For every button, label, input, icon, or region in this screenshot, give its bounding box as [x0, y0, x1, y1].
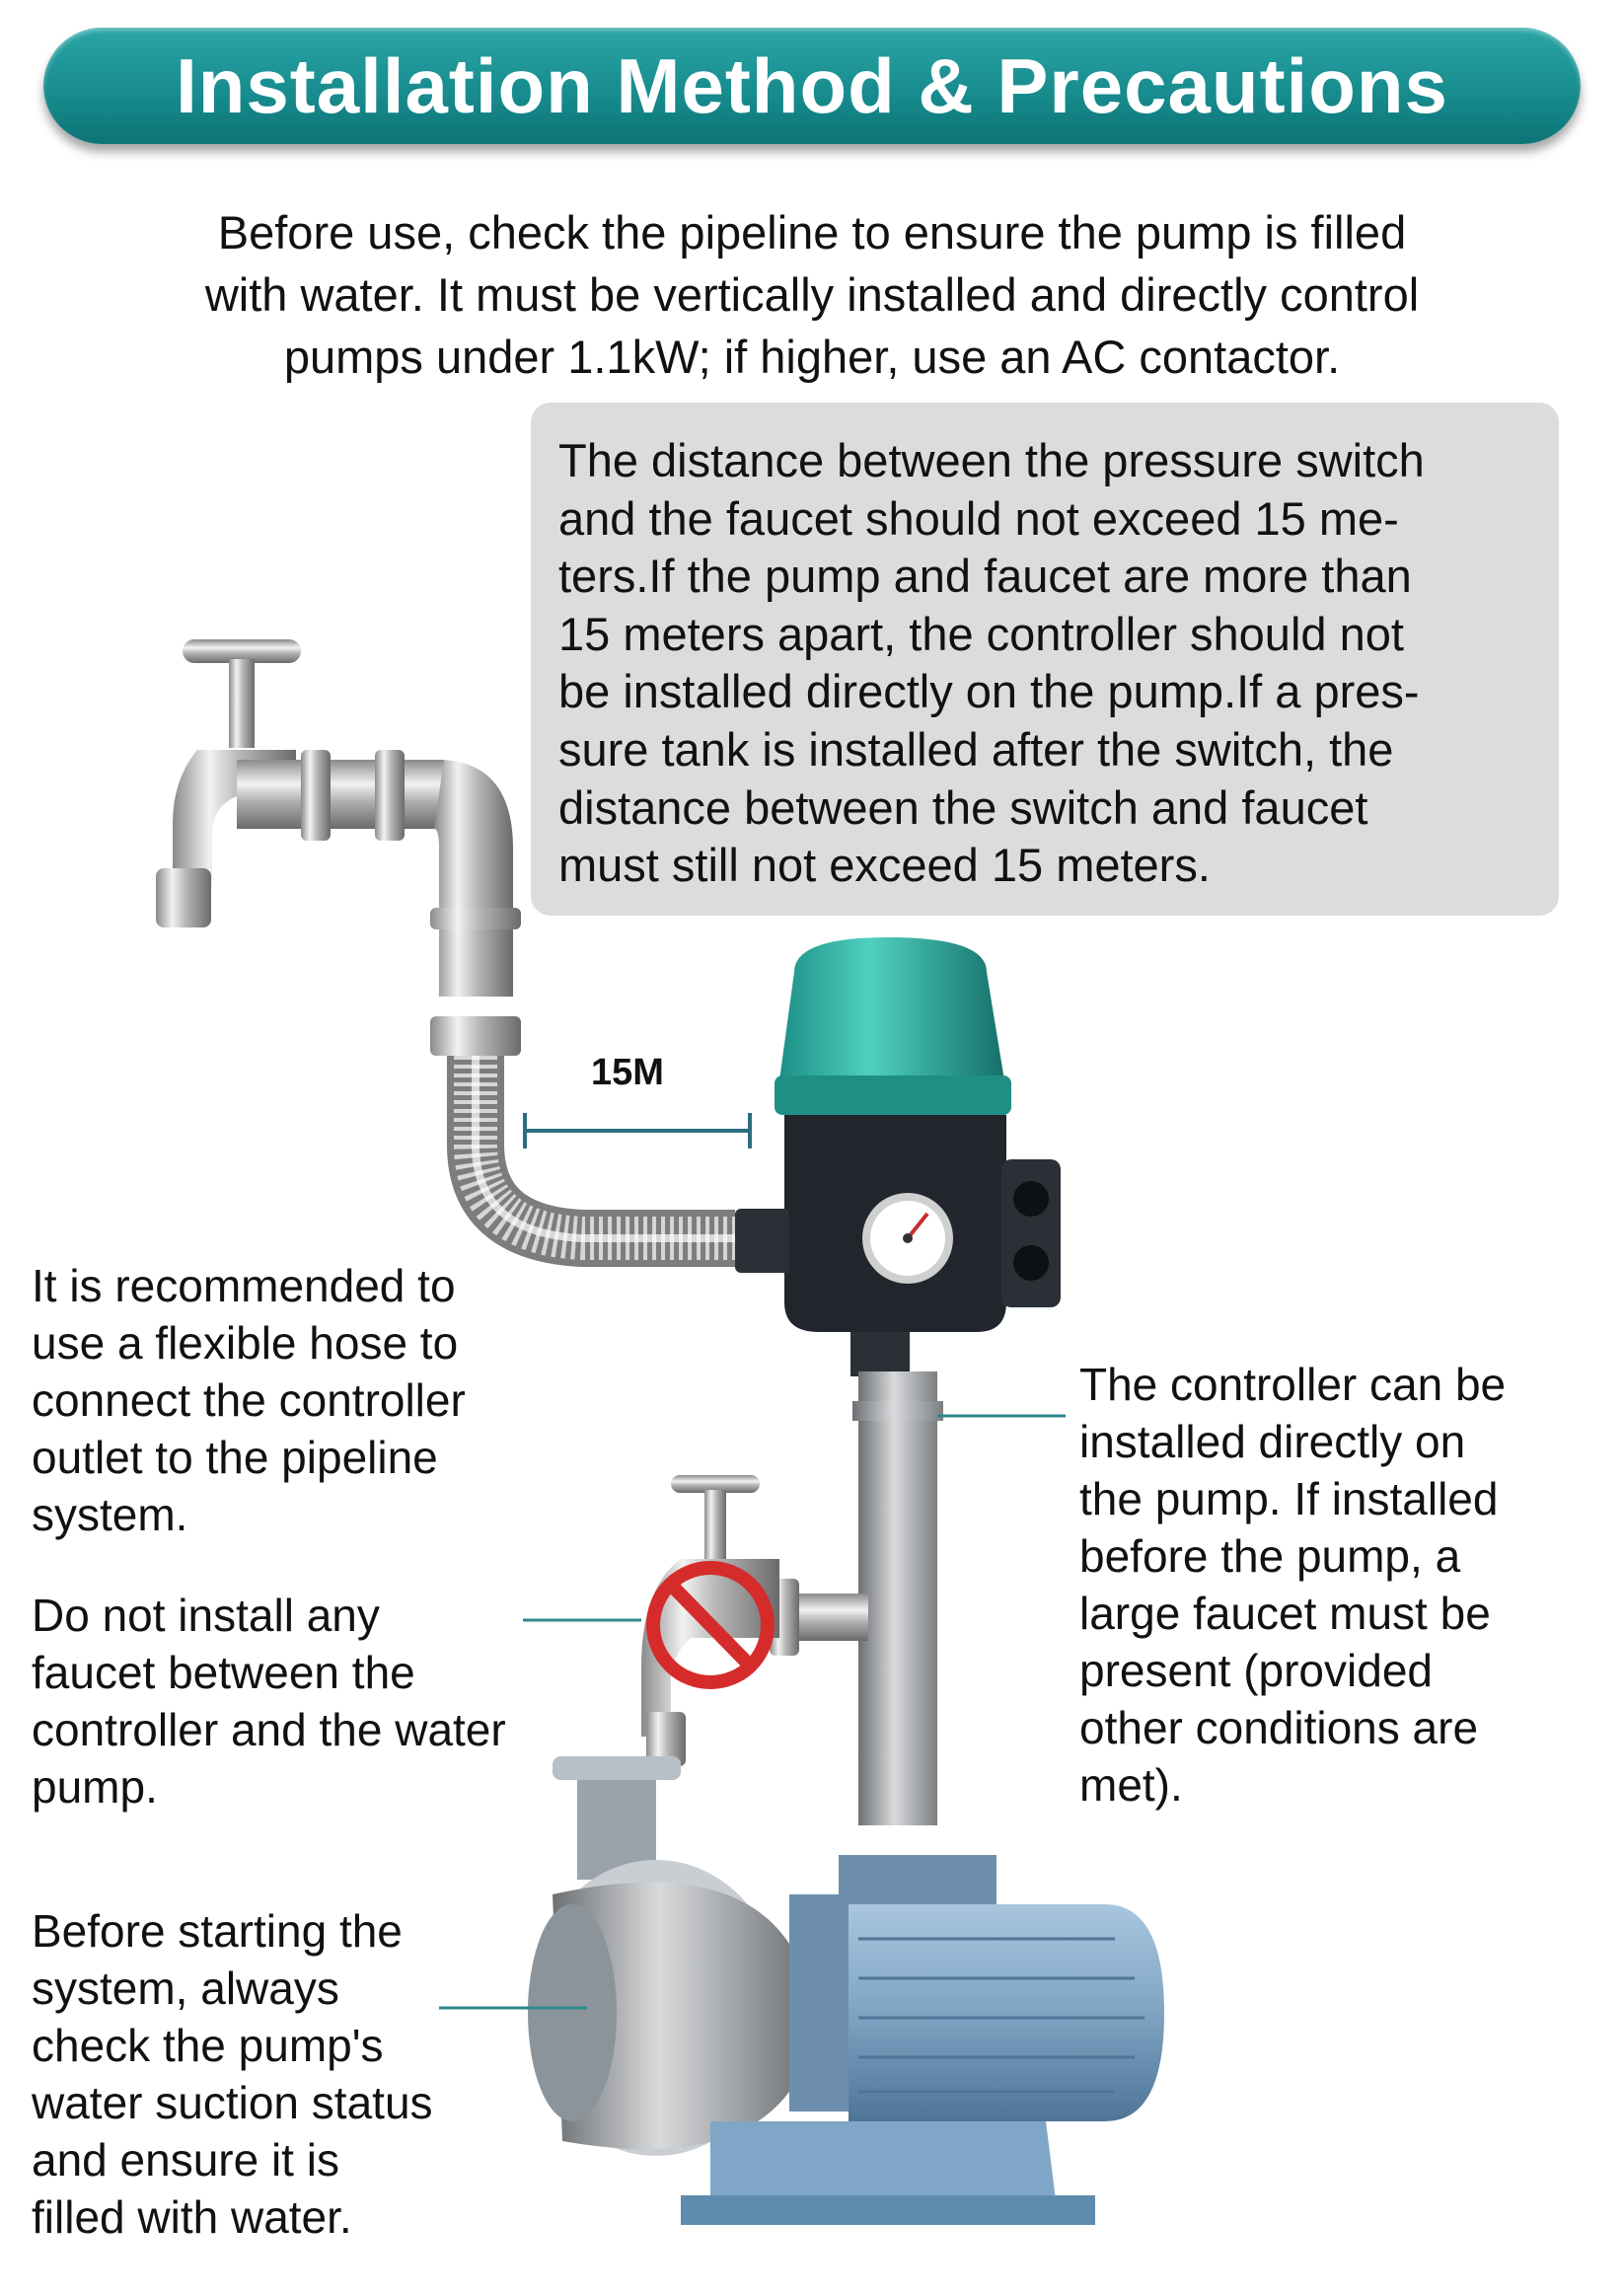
page-title: Installation Method & Precautions: [176, 41, 1448, 129]
controller-note: [1079, 1356, 1506, 1814]
intro-line: Before use, check the pipeline to ensure the pump is filled: [217, 206, 1407, 259]
intro-line: pumps under 1.1kW; if higher, use an AC contactor.: [283, 331, 1341, 383]
pressure-controller-icon: [735, 937, 1061, 1376]
water-pump-icon: [528, 1756, 1164, 2225]
distance-label: 15M: [591, 1052, 664, 1093]
controller-note-line: large faucet must be: [1079, 1588, 1491, 1639]
suction-check-note: [32, 1902, 433, 2246]
hose-note: [32, 1257, 466, 1543]
suction-check-note-line: check the pump's: [32, 2020, 384, 2071]
distance-note-line: ters.If the pump and faucet are more than: [558, 550, 1412, 603]
suction-check-note-line: and ensure it is: [32, 2134, 339, 2185]
suction-check-note-line: Before starting the: [32, 1905, 403, 1957]
distance-note-line: and the faucet should not exceed 15 me-: [558, 491, 1399, 545]
suction-check-note-line: filled with water.: [32, 2191, 352, 2243]
no-faucet-note-line: Do not install any: [32, 1590, 380, 1641]
hose-note-line: outlet to the pipeline: [32, 1432, 438, 1483]
distance-note-line: must still not exceed 15 meters.: [558, 839, 1211, 892]
intro-line: with water. It must be vertically installed and directly control: [204, 268, 1420, 321]
distance-note-line: distance between the switch and faucet: [558, 780, 1368, 834]
distance-note-line: sure tank is installed after the switch, the: [558, 722, 1394, 776]
hose-note-line: It is recommended to: [32, 1260, 456, 1311]
controller-note-line: the pump. If installed: [1079, 1473, 1499, 1524]
vertical-pipe: [858, 1371, 937, 1825]
faucet-icon: [641, 1475, 868, 1766]
distance-note-line: 15 meters apart, the controller should not: [558, 607, 1404, 660]
no-faucet-note-line: controller and the water: [32, 1704, 506, 1755]
hose-note-line: use a flexible hose to: [32, 1317, 459, 1369]
suction-check-note-line: water suction status: [32, 2077, 433, 2128]
distance-measure: [525, 1113, 750, 1148]
controller-note-line: installed directly on: [1079, 1416, 1466, 1467]
hose-note-line: system.: [32, 1489, 188, 1540]
controller-note-line: met).: [1079, 1759, 1183, 1811]
no-faucet-note: [32, 1587, 506, 1815]
controller-note-line: present (provided: [1079, 1645, 1433, 1696]
controller-note-line: The controller can be: [1079, 1359, 1507, 1410]
suction-check-note-line: system, always: [32, 1963, 339, 2014]
no-faucet-note-line: pump.: [32, 1761, 158, 1813]
distance-note-line: be installed directly on the pump.If a pres-: [558, 665, 1420, 718]
faucet-icon: [156, 639, 521, 1056]
hose-note-line: connect the controller: [32, 1374, 466, 1426]
controller-note-line: other conditions are: [1079, 1702, 1479, 1753]
distance-note-line: The distance between the pressure switch: [558, 434, 1425, 486]
no-faucet-note-line: faucet between the: [32, 1647, 415, 1698]
pressure-gauge-icon: [862, 1193, 953, 1284]
controller-note-line: before the pump, a: [1079, 1530, 1461, 1582]
